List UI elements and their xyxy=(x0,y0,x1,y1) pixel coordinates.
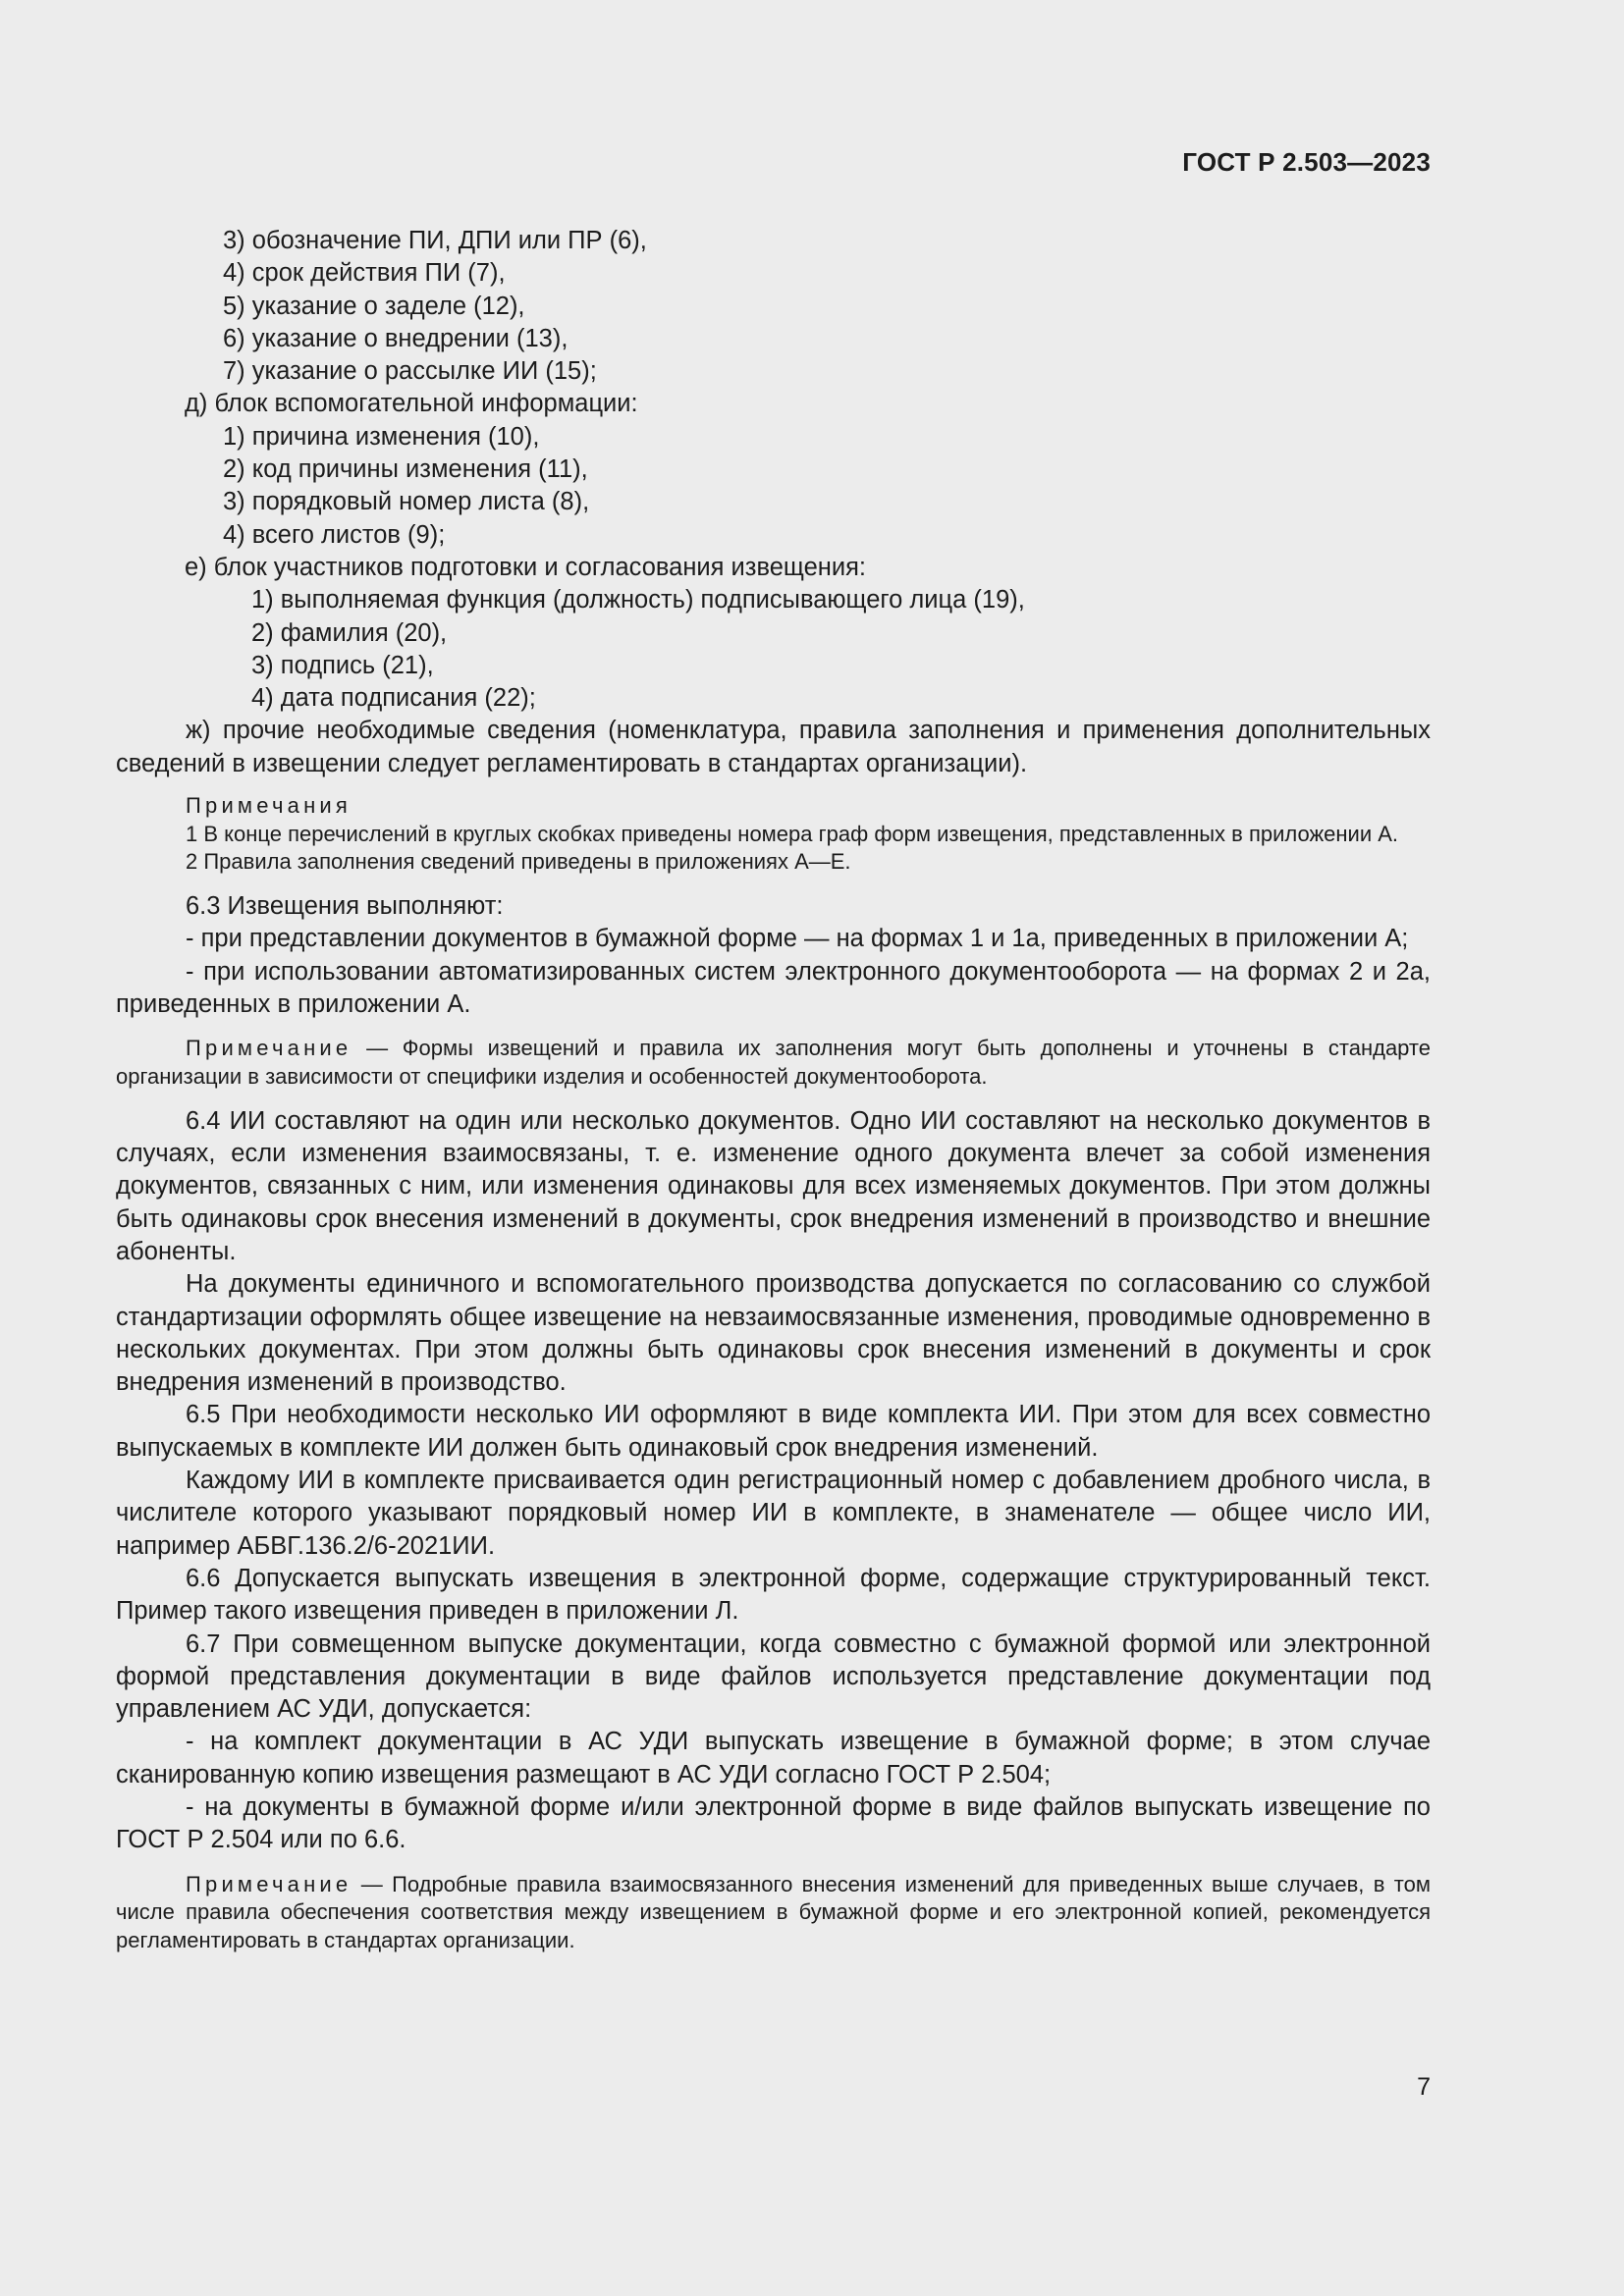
note-block-3 xyxy=(116,1871,1431,1955)
page-number: 7 xyxy=(1417,2073,1431,2101)
list-item: 3) обозначение ПИ, ДПИ или ПР (6), xyxy=(223,227,647,254)
list-item: 3) порядковый номер листа (8), xyxy=(223,488,590,516)
notes-heading: Примечания xyxy=(186,793,352,819)
notes-block-1 xyxy=(116,792,1431,877)
section-6-7 xyxy=(116,1629,1431,1857)
paragraph: 6.5 При необходимости несколько ИИ оформляют в виде комплекта ИИ. При этом для всех совместно выпускаемых в комплекте ИИ должен быть одинаковый срок внедрения изменений. xyxy=(116,1401,1431,1462)
list-item: 6) указание о внедрении (13), xyxy=(223,324,568,352)
list-item: 4) срок действия ПИ (7), xyxy=(223,259,506,288)
bullet-item: - при использовании автоматизированных систем электронного документооборота — на формах 2 и 2а, приведенных в приложении А. xyxy=(116,957,1431,1019)
section-6-6: 6.6 Допускается выпускать извещения в электронной форме, содержащие структурированный текст. Пример такого извещения приведен в приложении Л. xyxy=(116,1564,1431,1626)
list-item-e xyxy=(116,552,1431,715)
list-c-continuation xyxy=(116,225,1431,388)
note-2: 2 Правила заполнения сведений приведены в приложениях А—Е. xyxy=(186,849,851,875)
note-text: — Подробные правила взаимосвязанного внесения изменений для приведенных выше случаев, в том числе правила обеспечения соответствия между извещением в бумажной форме и его электронной копией, рекомендуется регламентировать в стандартах организации. xyxy=(116,1871,1431,1952)
list-item: 3) подпись (21), xyxy=(251,651,434,679)
list-item: 2) код причины изменения (11), xyxy=(223,455,588,484)
bullet-item: - на комплект документации в АС УДИ выпускать извещение в бумажной форме; в этом случае сканированную копию извещения размещают в АС УДИ согласно ГОСТ Р 2.504; xyxy=(116,1728,1431,1789)
list-item-title: д) блок вспомогательной информации: xyxy=(185,390,638,418)
note-text: — Формы извещений и правила их заполнения могут быть дополнены и уточнены в стандарте организации в зависимости от специфики изделия и особенностей документооборота. xyxy=(116,1036,1431,1090)
list-item: 1) выполняемая функция (должность) подписывающего лица (19), xyxy=(251,586,1025,614)
note-1: 1 В конце перечислений в круглых скобках приведены номера граф форм извещения, представленных в приложении А. xyxy=(186,821,1399,846)
section-title: 6.3 Извещения выполняют: xyxy=(186,892,504,921)
list-item-zh: ж) прочие необходимые сведения (номенклатура, правила заполнения и применения дополнительных сведений в извещении следует регламентировать в стандартах организации). xyxy=(116,717,1431,777)
note-block-2 xyxy=(116,1035,1431,1091)
list-item: 4) дата подписания (22); xyxy=(251,684,536,713)
note-label: Примечание xyxy=(186,1036,352,1061)
paragraph: Каждому ИИ в комплекте присваивается один регистрационный номер с добавлением дробного числа, в числителе которого указывают порядковый номер ИИ в комплекте, в знаменателе — общее число ИИ, например АБВГ.136.2/6-2021ИИ. xyxy=(116,1467,1431,1560)
paragraph: 6.4 ИИ составляют на один или несколько документов. Одно ИИ составляют на несколько документов в случаях, если изменения взаимосвязаны, т. е. изменение одного документа влечет за собой изменения документов, связанных с ним, или изменения одинаковы для всех изменяемых документов. При этом должны быть одинаковы срок внесения изменений в документы, срок внедрения изменений в производство и внешние абоненты. xyxy=(116,1106,1431,1265)
list-item-d xyxy=(116,388,1431,551)
list-item: 4) всего листов (9); xyxy=(223,520,446,549)
list-item: 5) указание о заделе (12), xyxy=(223,292,525,320)
bullet-item: - на документы в бумажной форме и/или электронной форме в виде файлов выпускать извещение по ГОСТ Р 2.504 или по 6.6. xyxy=(116,1792,1431,1854)
bullet-item: - при представлении документов в бумажной форме — на формах 1 и 1а, приведенных в приложении А; xyxy=(186,925,1409,953)
document-code-header: ГОСТ Р 2.503—2023 xyxy=(1182,147,1431,177)
paragraph: 6.7 При совмещенном выпуске документации, когда совместно с бумажной формой или электронной формой представления документации в виде файлов используется представление документации под управлением АС УДИ, допускается: xyxy=(116,1629,1431,1724)
list-item: 2) фамилия (20), xyxy=(251,618,448,647)
list-item: 7) указание о рассылке ИИ (15); xyxy=(223,357,597,386)
list-item-title: е) блок участников подготовки и согласования извещения: xyxy=(185,553,867,581)
section-6-3 xyxy=(116,890,1431,1021)
page-content xyxy=(116,225,1431,1955)
paragraph: На документы единичного и вспомогательного производства допускается по согласованию со службой стандартизации оформлять общее извещение на невзаимосвязанные изменения, проводимые одновременно в нескольких документах. При этом должны быть одинаковы срок внесения изменений в документы и срок внедрения изменений в производство. xyxy=(116,1270,1431,1397)
section-6-4 xyxy=(116,1105,1431,1400)
list-item: 1) причина изменения (10), xyxy=(223,422,540,451)
section-6-5 xyxy=(116,1399,1431,1562)
note-label: Примечание xyxy=(186,1871,352,1896)
